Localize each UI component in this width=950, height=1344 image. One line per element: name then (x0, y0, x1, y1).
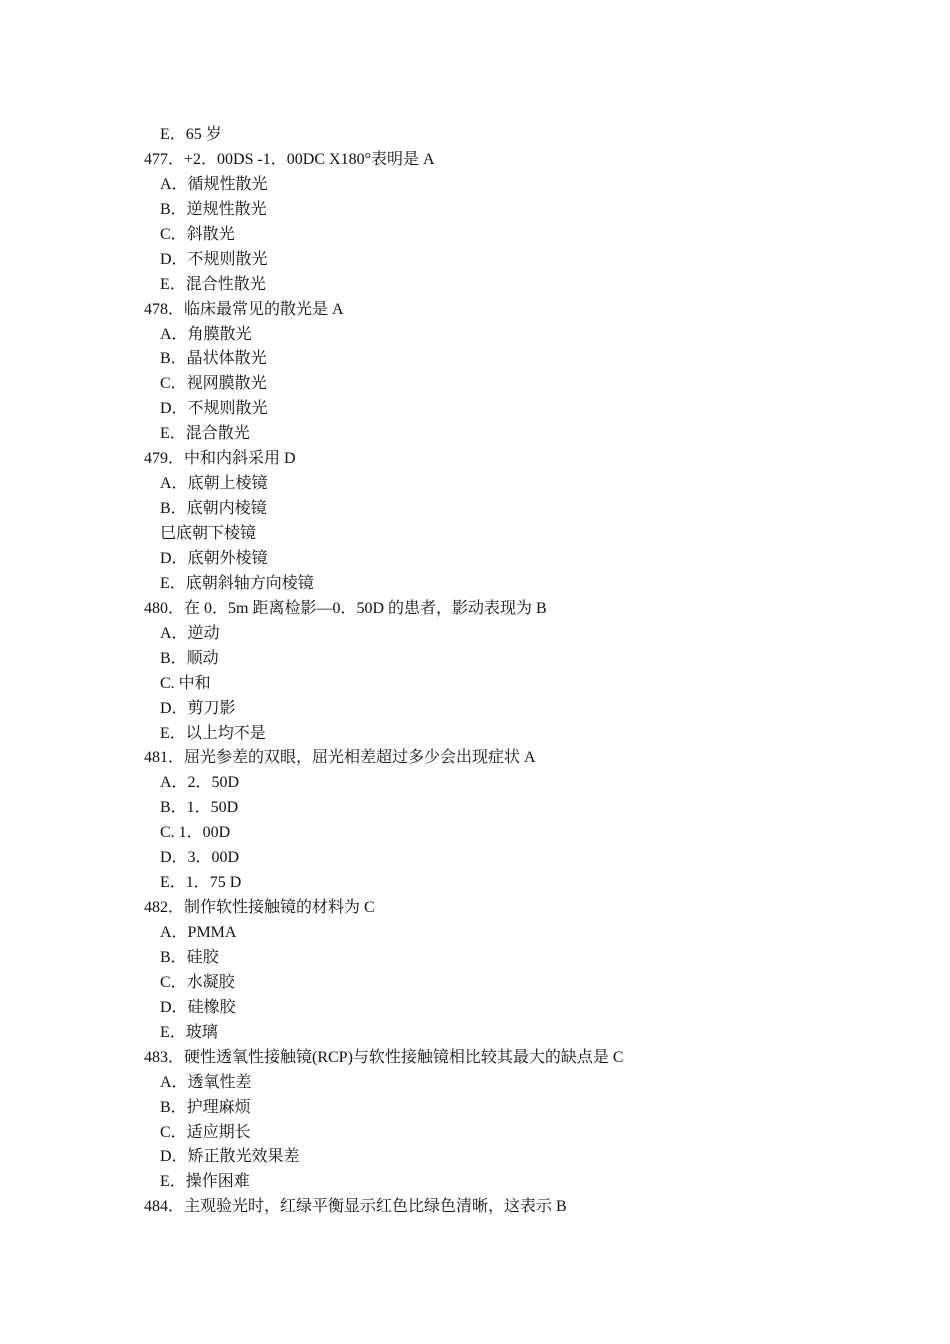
answer-option: E．混合散光 (160, 425, 250, 443)
question-stem: 480．在 0．5m 距离检影—0．50D 的患者，影动表现为 B (144, 599, 547, 617)
answer-option: A．底朝上棱镜 (160, 475, 268, 493)
answer-option: A．循规性散光 (160, 175, 268, 193)
answer-option: E．65 岁 (160, 126, 222, 143)
question-stem: 477．+2．00DS -1．00DC X180°表明是 A (144, 150, 435, 168)
answer-option: A．角膜散光 (160, 325, 252, 343)
answer-option: B．逆规性散光 (160, 200, 267, 218)
question-stem: 484．主观验光时，红绿平衡显示红色比绿色清晰，这表示 B (144, 1198, 567, 1216)
answer-option: E．混合性散光 (160, 275, 266, 293)
question-stem: 482．制作软性接触镜的材料为 C (144, 899, 375, 917)
answer-option: C．水凝胶 (160, 973, 235, 991)
answer-option: D．不规则散光 (160, 400, 268, 418)
answer-option: D．剪刀影 (160, 699, 236, 717)
question-stem: 478．临床最常见的散光是 A (144, 300, 344, 318)
answer-option: C. 1．00D (160, 824, 231, 842)
answer-option: D．硅橡胶 (160, 998, 236, 1016)
answer-option: E．以上均不是 (160, 724, 266, 742)
answer-option: B．硅胶 (160, 948, 219, 966)
answer-option: D．底朝外棱镜 (160, 549, 268, 567)
answer-option: C．斜散光 (160, 225, 235, 243)
answer-option: B．护理麻烦 (160, 1098, 251, 1116)
question-list (144, 123, 844, 1220)
answer-option: C. 中和 (160, 674, 211, 692)
answer-option: B．晶状体散光 (160, 350, 267, 368)
answer-option: D．不规则散光 (160, 250, 268, 268)
answer-option: A．逆动 (160, 624, 220, 642)
question-stem: 481．屈光参差的双眼，屈光相差超过多少会出现症状 A (144, 749, 536, 767)
answer-option: E．操作困难 (160, 1173, 250, 1191)
answer-option: B．底朝内棱镜 (160, 500, 267, 518)
answer-option: E．1．75 D (160, 874, 242, 892)
answer-option: D．3．00D (160, 849, 240, 867)
answer-option: E．玻璃 (160, 1023, 218, 1041)
answer-option: C．适应期长 (160, 1123, 251, 1141)
answer-option: B．顺动 (160, 649, 219, 667)
answer-option: B．1．50D (160, 799, 239, 817)
answer-option: D．矫正散光效果差 (160, 1148, 300, 1166)
question-stem: 483．硬性透氧性接触镜(RCP)与软性接触镜相比较其最大的缺点是 C (144, 1048, 624, 1066)
answer-option: C．视网膜散光 (160, 375, 267, 393)
answer-option: A．2．50D (160, 774, 240, 792)
answer-option: A．PMMA (160, 924, 237, 941)
answer-option: 巳底朝下棱镜 (160, 525, 257, 542)
answer-option: E．底朝斜轴方向棱镜 (160, 574, 314, 592)
answer-option: A．透氧性差 (160, 1073, 252, 1091)
question-stem: 479．中和内斜采用 D (144, 450, 296, 468)
